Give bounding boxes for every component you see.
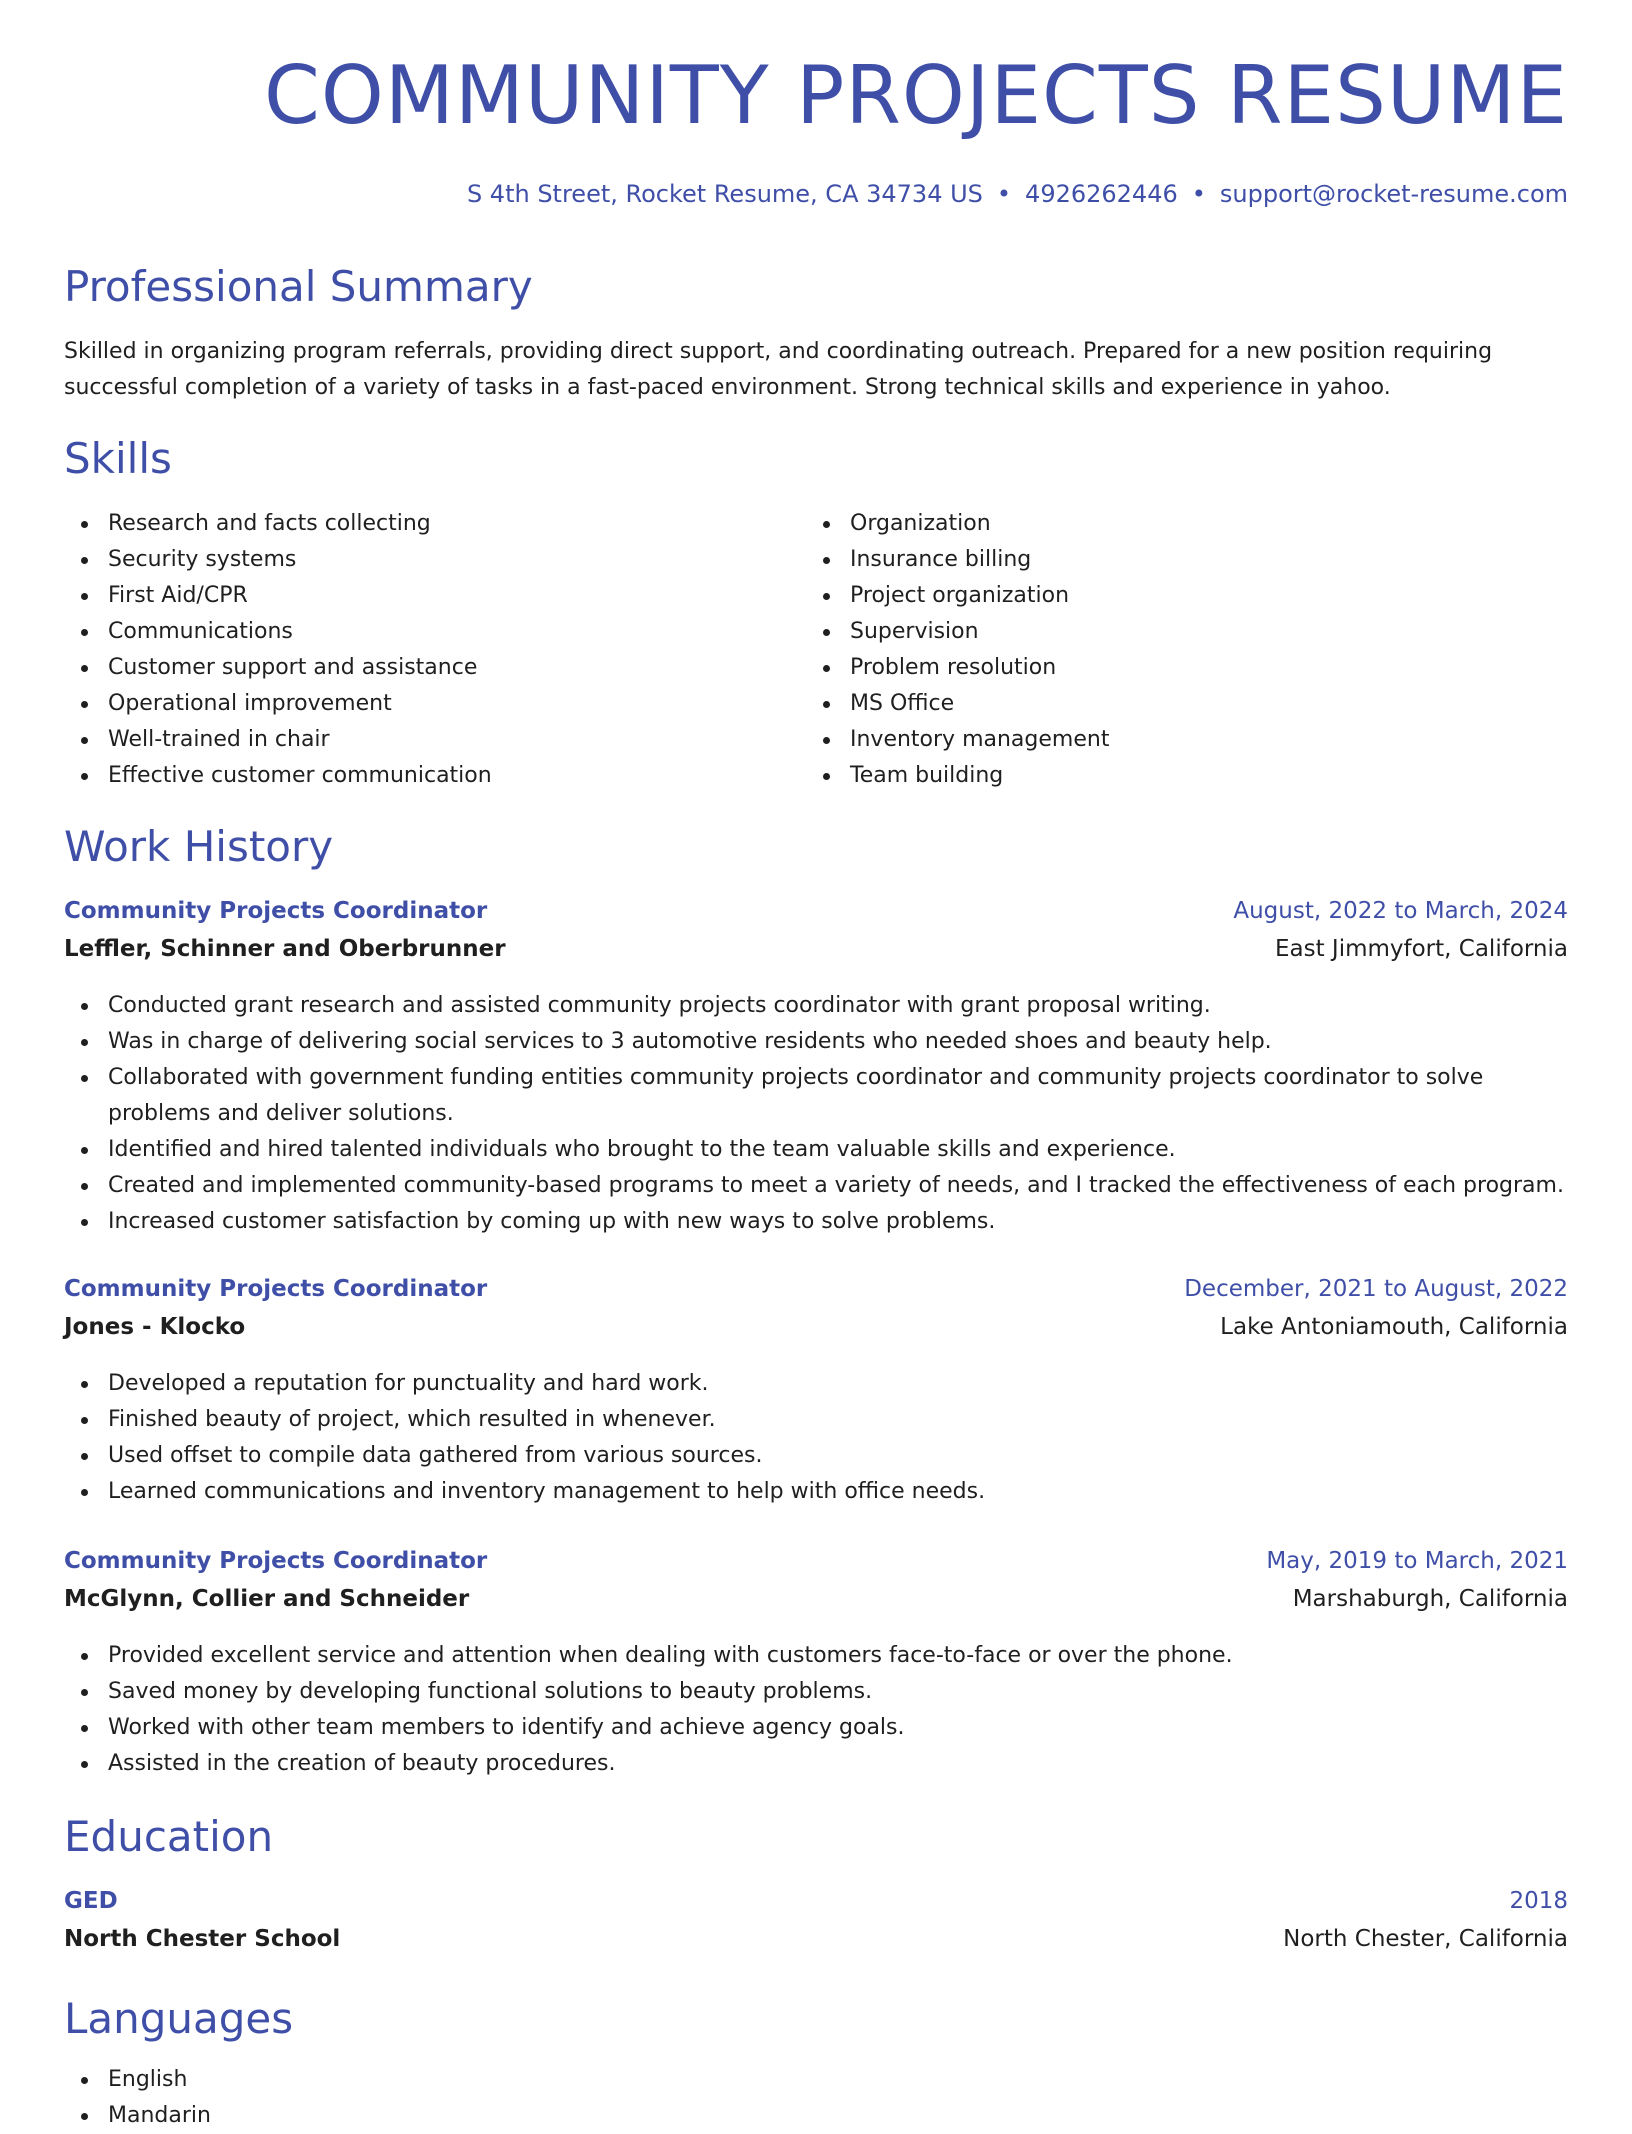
skill-item: Team building: [806, 758, 1506, 794]
company-name: Leffler, Schinner and Oberbrunner: [64, 936, 506, 962]
skill-item: MS Office: [806, 686, 1506, 722]
education-year: 2018: [1509, 1888, 1568, 1914]
job-bullet: Learned communications and inventory management to help with office needs.: [64, 1474, 1568, 1510]
skill-item: Communications: [64, 614, 764, 650]
job-bullet: Used offset to compile data gathered from various sources.: [64, 1438, 1568, 1474]
education-heading: Education: [64, 1812, 274, 1861]
skill-item: Customer support and assistance: [64, 650, 764, 686]
language-item: English: [64, 2062, 764, 2098]
job-location: Lake Antoniamouth, California: [1220, 1314, 1568, 1340]
company-name: McGlynn, Collier and Schneider: [64, 1586, 470, 1612]
job-entry: [64, 1548, 1568, 1782]
contact-separator: •: [996, 180, 1012, 208]
languages-heading: Languages: [64, 1994, 294, 2043]
skill-item: First Aid/CPR: [64, 578, 764, 614]
job-bullet: Conducted grant research and assisted community projects coordinator with grant proposal writing.: [64, 988, 1568, 1024]
job-title: Community Projects Coordinator: [64, 1548, 488, 1574]
skill-item: Well-trained in chair: [64, 722, 764, 758]
contact-address: S 4th Street, Rocket Resume, CA 34734 US: [466, 180, 983, 208]
degree: GED: [64, 1888, 118, 1914]
job-entry: [64, 898, 1568, 1240]
school-name: North Chester School: [64, 1926, 341, 1952]
skill-item: Research and facts collecting: [64, 506, 764, 542]
job-bullet: Assisted in the creation of beauty procedures.: [64, 1746, 1568, 1782]
job-title: Community Projects Coordinator: [64, 1276, 488, 1302]
job-bullets: [64, 1638, 1568, 1782]
job-bullet: Saved money by developing functional solutions to beauty problems.: [64, 1674, 1568, 1710]
resume-title: COMMUNITY PROJECTS RESUME: [264, 49, 1568, 142]
skill-item: Inventory management: [806, 722, 1506, 758]
job-bullet: Was in charge of delivering social services to 3 automotive residents who needed shoes and beauty help.: [64, 1024, 1568, 1060]
contact-separator: •: [1191, 180, 1206, 208]
skills-list-left: [64, 506, 764, 794]
job-bullets: [64, 988, 1568, 1240]
skills-list-right: [806, 506, 1506, 794]
languages-list: [64, 2062, 764, 2134]
job-dates: August, 2022 to March, 2024: [1233, 898, 1568, 924]
job-bullet: Developed a reputation for punctuality and hard work.: [64, 1366, 1568, 1402]
summary-heading: Professional Summary: [64, 262, 533, 311]
job-dates: December, 2021 to August, 2022: [1184, 1276, 1568, 1302]
skill-item: Operational improvement: [64, 686, 764, 722]
job-title: Community Projects Coordinator: [64, 898, 488, 924]
job-bullet: Worked with other team members to identify and achieve agency goals.: [64, 1710, 1568, 1746]
skill-item: Effective customer communication: [64, 758, 764, 794]
school-location: North Chester, California: [1283, 1926, 1568, 1952]
company-name: Jones - Klocko: [64, 1314, 246, 1340]
job-bullet: Collaborated with government funding entities community projects coordinator and community projects coordinator to solve problems and deliver solutions.: [64, 1060, 1568, 1132]
skill-item: Insurance billing: [806, 542, 1506, 578]
job-location: East Jimmyfort, California: [1274, 936, 1568, 962]
job-entry: [64, 1276, 1568, 1510]
skill-item: Project organization: [806, 578, 1506, 614]
work-history-heading: Work History: [64, 822, 334, 871]
contact-line: [467, 180, 1568, 208]
job-bullet: Identified and hired talented individuals who brought to the team valuable skills and experience.: [64, 1132, 1568, 1168]
job-bullet: Increased customer satisfaction by coming up with new ways to solve problems.: [64, 1204, 1568, 1240]
skills-heading: Skills: [64, 434, 172, 483]
job-bullet: Provided excellent service and attention when dealing with customers face-to-face or over the phone.: [64, 1638, 1568, 1674]
education-entry: [64, 1888, 1568, 1964]
summary-text: Skilled in organizing program referrals, providing direct support, and coordinating outreach. Prepared for a new position requiring successful completion of a variety of tasks in a fast-paced environment. Strong technical skills and experience in yahoo.: [64, 339, 1493, 400]
job-bullet: Created and implemented community-based programs to meet a variety of needs, and I tracked the effectiveness of each program.: [64, 1168, 1568, 1204]
skill-item: Supervision: [806, 614, 1506, 650]
skill-item: Organization: [806, 506, 1506, 542]
contact-phone: 4926262446: [1025, 180, 1178, 208]
job-location: Marshaburgh, California: [1292, 1586, 1568, 1612]
skill-item: Problem resolution: [806, 650, 1506, 686]
language-item: Mandarin: [64, 2098, 764, 2134]
skill-item: Security systems: [64, 542, 764, 578]
job-dates: May, 2019 to March, 2021: [1266, 1548, 1568, 1574]
job-bullets: [64, 1366, 1568, 1510]
contact-email: support@rocket-resume.com: [1219, 180, 1568, 208]
job-bullet: Finished beauty of project, which resulted in whenever.: [64, 1402, 1568, 1438]
